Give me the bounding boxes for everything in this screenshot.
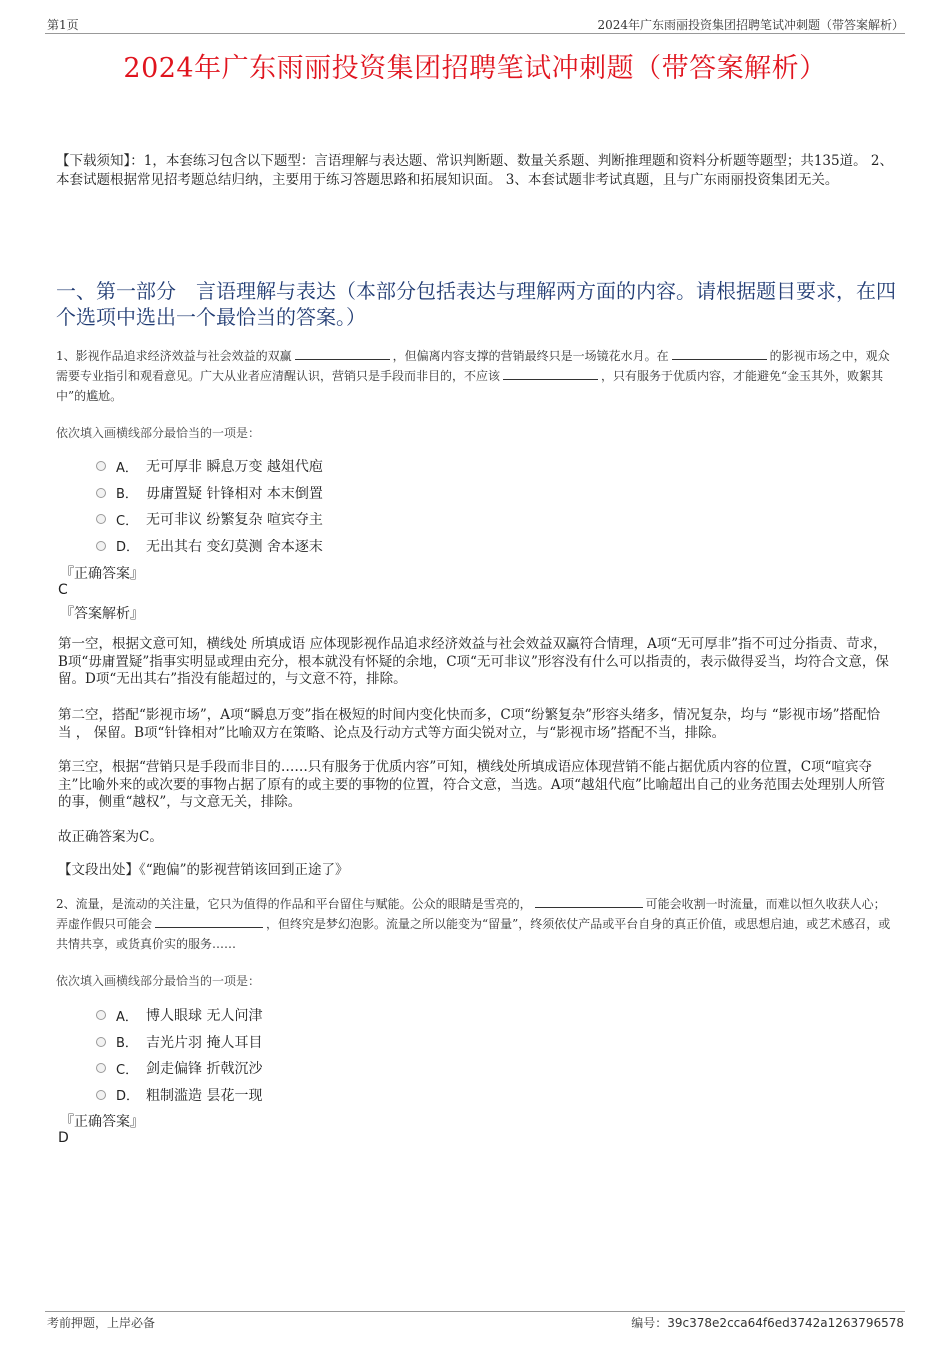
blank-line <box>155 915 263 928</box>
correct-answer: D <box>58 1130 69 1146</box>
footer-slogan: 考前押题，上岸必备 <box>47 1316 156 1330</box>
analysis-paragraph-2: 第二空，搭配“影视市场”，A项“瞬息万变”指在极短的时间内变化快而多，C项“纷繁复杂”形容头绪多，情况复杂，均与 “影视市场”搭配恰当 ， 保留。B项“针锋相对”比喻双方在策略、论点及行动方式等方面尖锐对立，与“影视市场”搭配不当，排除。 <box>58 707 881 741</box>
correct-answer: C <box>58 582 68 598</box>
radio-icon[interactable] <box>96 488 106 498</box>
radio-icon[interactable] <box>96 1037 106 1047</box>
footer-serial: 编号：39c378e2cca64f6ed3742a1263796578 <box>631 1316 904 1330</box>
question-1-prompt: 依次填入画横线部分最恰当的一项是： <box>56 426 261 440</box>
analysis-paragraph-1: 第一空，根据文意可知，横线处 所填成语 应体现影视作品追求经济效益与社会效益双赢符合情理，A项“无可厚非”指不可过分指责、苛求，B项“毋庸置疑”指事实明显或理由充分，根本就没有怀疑的余地，C项“无可非议”形容没有什么可以指责的，表示做得妥当，均符合文意，保留。D项“无出其右”指没有能超过的，与文意不符，排除。 <box>58 636 889 687</box>
text-source: 【文段出处】《“跑偏”的影视营销该回到正途了》 <box>58 862 349 878</box>
question-2-text: 2、流量，是流动的关注量，它只为值得的作品和平台留住与赋能。公众的眼睛是雪亮的， 可能会收割一时流量，而难以恒久收获人心；弄虚作假只可能会 ，但终究是梦幻泡影。流量之所以能变为“留量”，终须依仗产品或平台自身的真正价值，或思想启迪，或艺术感召，或共情共享，或货真价实的服务…… <box>56 897 891 951</box>
option-c[interactable]: C． 剑走偏锋 折戟沉沙 <box>96 1055 262 1082</box>
question-1-text: 1、影视作品追求经济效益与社会效益的双赢 ，但偏离内容支撑的营销最终只是一场镜花水月。在 的影视市场之中，观众需要专业指引和观看意见。广大从业者应清醒认识，营销只是手段而非目的，不应该 ，只有服务于优质内容，才能避免“金玉其外，败絮其中”的尴尬。 <box>56 349 890 403</box>
correct-answer-label: 『正确答案』 <box>60 566 144 582</box>
analysis-paragraph-3: 第三空，根据“营销只是手段而非目的……只有服务于优质内容”可知，横线处所填成语应体现营销不能占据优质内容的位置，C项“喧宾夺主”比喻外来的或次要的事物占据了原有的或主要的事物的位置，符合文意，当选。A项“越俎代庖”比喻超出自己的业务范围去处理别人所管的事，侧重“越权”，与文意无关，排除。 <box>58 759 885 810</box>
analysis-label: 『答案解析』 <box>60 606 144 622</box>
question-2-prompt: 依次填入画横线部分最恰当的一项是： <box>56 974 261 988</box>
section-title: 一、第一部分 言语理解与表达（本部分包括表达与理解两方面的内容。请根据题目要求，在四个选项中选出一个最恰当的答案。） <box>56 279 896 329</box>
radio-icon[interactable] <box>96 1090 106 1100</box>
header-doc-title: 2024年广东雨丽投资集团招聘笔试冲刺题（带答案解析） <box>597 18 904 32</box>
blank-line <box>503 367 598 380</box>
option-b[interactable]: B． 毋庸置疑 针锋相对 本末倒置 <box>96 480 323 507</box>
blank-line <box>672 347 767 360</box>
radio-icon[interactable] <box>96 1063 106 1073</box>
radio-icon[interactable] <box>96 541 106 551</box>
option-a[interactable]: A． 无可厚非 瞬息万变 越俎代庖 <box>96 453 323 480</box>
option-d[interactable]: D． 无出其右 变幻莫测 舍本逐末 <box>96 533 323 560</box>
question-1-options <box>96 453 323 559</box>
serial-code: 39c378e2cca64f6ed3742a1263796578 <box>667 1316 904 1330</box>
blank-line <box>295 347 390 360</box>
radio-icon[interactable] <box>96 1010 106 1020</box>
download-notice: 【下载须知】：1，本套练习包含以下题型：言语理解与表达题、常识判断题、数量关系题、判断推理题和资料分析题等题型；共135道。 2、本套试题根据常见招考题总结归纳，主要用于练习答题思路和拓展知识面。 3、本套试题非考试真题，且与广东雨丽投资集团无关。 <box>56 153 893 188</box>
option-c[interactable]: C． 无可非议 纷繁复杂 喧宾夺主 <box>96 506 323 533</box>
blank-line <box>535 895 643 908</box>
option-d[interactable]: D． 粗制滥造 昙花一现 <box>96 1082 262 1109</box>
correct-answer-label: 『正确答案』 <box>60 1114 144 1130</box>
radio-icon[interactable] <box>96 461 106 471</box>
header-divider <box>45 33 905 34</box>
footer-divider <box>45 1311 905 1312</box>
analysis-conclusion: 故正确答案为C。 <box>58 829 163 845</box>
radio-icon[interactable] <box>96 514 106 524</box>
option-a[interactable]: A． 博人眼球 无人问津 <box>96 1002 262 1029</box>
question-2-options <box>96 1002 262 1108</box>
option-b[interactable]: B． 吉光片羽 掩人耳目 <box>96 1029 262 1056</box>
document-title: 2024年广东雨丽投资集团招聘笔试冲刺题（带答案解析） <box>123 53 827 84</box>
page-number: 第1页 <box>47 18 79 32</box>
